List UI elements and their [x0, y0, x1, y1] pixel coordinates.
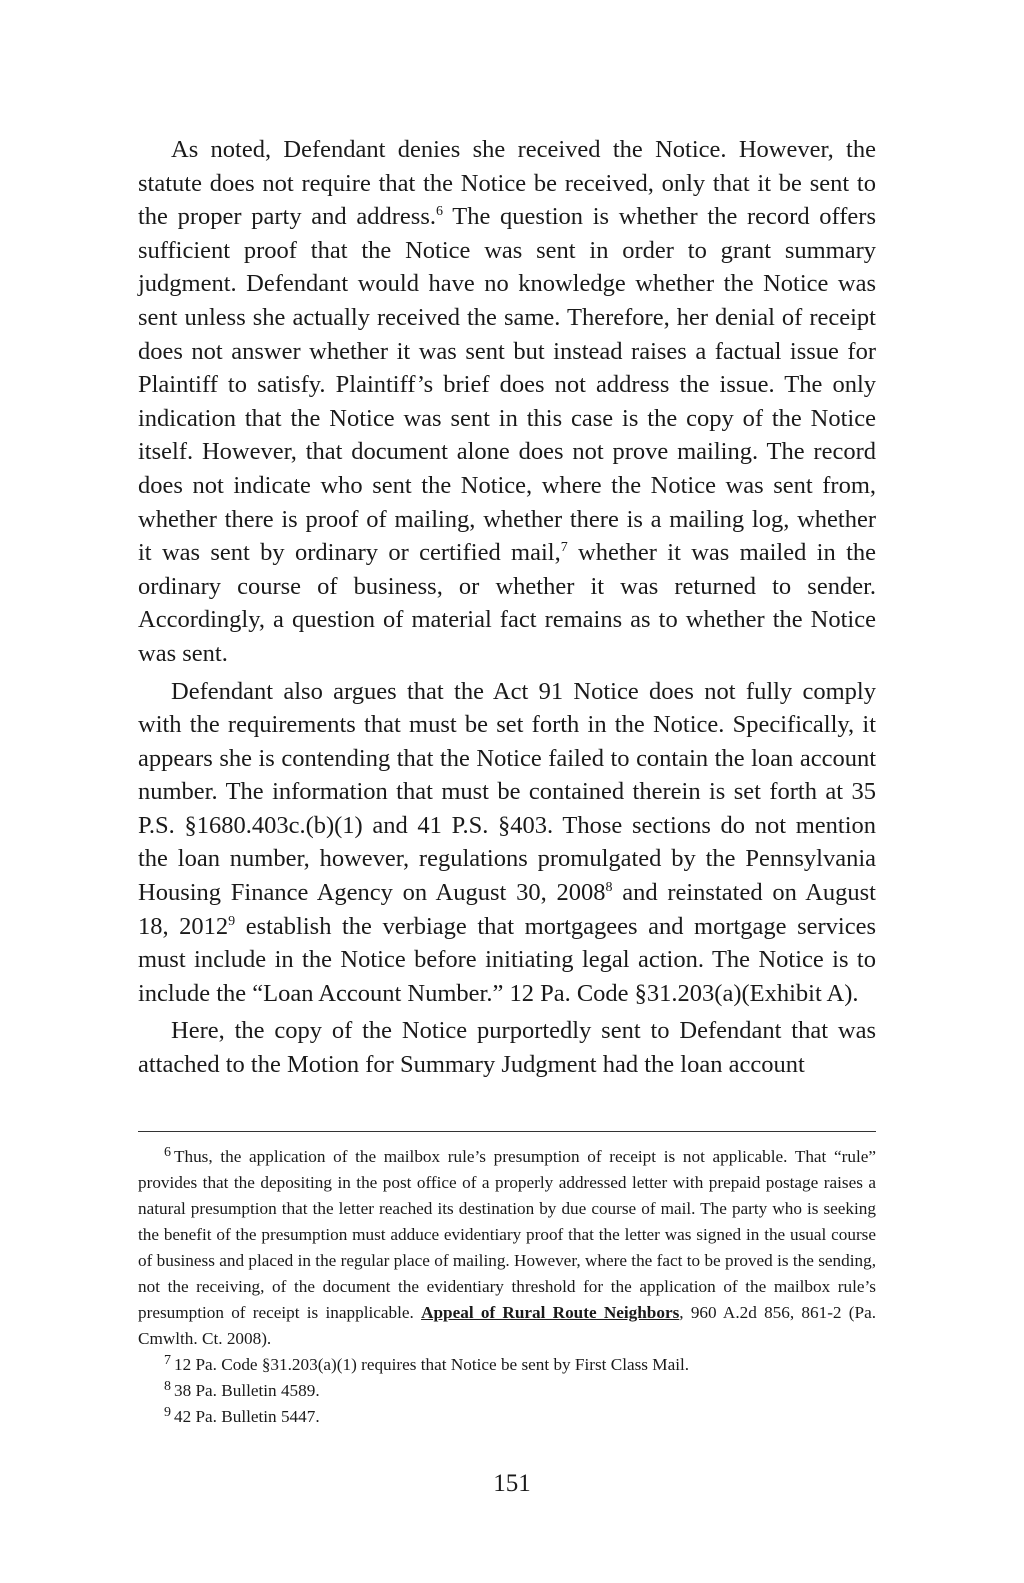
paragraph-text: The question is whether the record offers sufficient proof that the Notice was sent in order to grant summary judgment. Defendant would have no knowledge whether the Notice was sent unless she actually received the same. Therefore, her denial of receipt does not answer whether it was sent but instead raises a factual issue for Plaintiff to satisfy. Plaintiff’s brief does not address the issue. The only indication that the Notice was sent in this case is the copy of the Notice itself. However, that document alone does not prove mailing. The record does not indicate who sent the Notice, where the Notice was sent from, whether there is proof of mailing, whether there is a mailing log, whether it was sent by ordinary or certified mail, [138, 203, 876, 567]
paragraph-loan-number [138, 675, 876, 1011]
footnote-ref-8[interactable]: 8 [605, 880, 613, 896]
footnote-number: 7 [164, 1353, 171, 1368]
paragraph-text: whether it was mailed in the ordinary course of business, or whether it was returned to sender. Accordingly, a question of material fact remains as to whether the Notice was sent. [138, 539, 877, 667]
footnotes [138, 1144, 876, 1430]
paragraph-text: and reinstated on August 18, 2012 [138, 879, 876, 940]
footnote-number: 6 [164, 1145, 171, 1160]
paragraph-mailing [138, 133, 876, 671]
footnote-ref-9[interactable]: 9 [228, 913, 236, 929]
paragraph-text: Here, the copy of the Notice purportedly sent to Defendant that was attached to the Motion for Summary Judgment had the loan account [138, 1017, 876, 1079]
footnote-number: 8 [164, 1379, 171, 1394]
page-number: 151 [493, 1470, 531, 1497]
paragraph-text: establish the verbiage that mortgagees and mortgage services must include in the Notice before initiating legal action. The Notice is to include the “Loan Account Number.” 12 Pa. Code §31.203(a)(Exhibit A). [138, 912, 876, 1007]
case-citation-link[interactable]: Appeal of Rural Route Neighbors [421, 1303, 680, 1322]
footnote-9 [138, 1404, 876, 1430]
footnote-text: 42 Pa. Bulletin 5447. [174, 1407, 320, 1426]
footnote-text: 12 Pa. Code §31.203(a)(1) requires that Notice be sent by First Class Mail. [174, 1355, 690, 1374]
main-text [138, 133, 876, 1082]
footnote-ref-7[interactable]: 7 [560, 540, 568, 556]
footnote-7 [138, 1352, 876, 1378]
footnote-text: 38 Pa. Bulletin 4589. [174, 1381, 320, 1400]
footnote-text: , 960 A.2d 856, 861-2 (Pa. Cmwlth. Ct. 2008). [138, 1303, 876, 1348]
footnote-text: Thus, the application of the mailbox rule’s presumption of receipt is not applicable. That “rule” provides that the depositing in the post office of a properly addressed letter with prepaid postage raises a natural presumption that the letter reached its destination by due course of mail. The party who is seeking the benefit of the presumption must adduce evidentiary proof that the letter was signed in the usual course of business and placed in the regular place of mailing. However, where the fact to be proved is the sending, not the receiving, of the document the evidentiary threshold for the application of the mailbox rule’s presumption of receipt is inapplicable. [138, 1147, 876, 1322]
footnote-divider [138, 1131, 876, 1132]
footnote-number: 9 [164, 1405, 171, 1420]
paragraph-copy-of-notice [138, 1014, 876, 1081]
footnote-ref-6[interactable]: 6 [435, 204, 443, 220]
paragraph-text: Defendant also argues that the Act 91 Notice does not fully comply with the requirements that must be set forth in the Notice. Specifically, it appears she is contending that the Notice failed to contain the loan account number. The information that must be contained therein is set forth at 35 P.S. §1680.403c.(b)(1) and 41 P.S. §403. Those sections do not mention the loan number, however, regulations promulgated by the Pennsylvania Housing Finance Agency on August 30, 2008 [138, 677, 876, 907]
footnote-6 [138, 1144, 876, 1352]
paragraph-text: As noted, Defendant denies she received the Notice. However, the statute does not require that the Notice be received, only that it be sent to the proper party and address. [138, 136, 876, 231]
footnote-8 [138, 1378, 876, 1404]
